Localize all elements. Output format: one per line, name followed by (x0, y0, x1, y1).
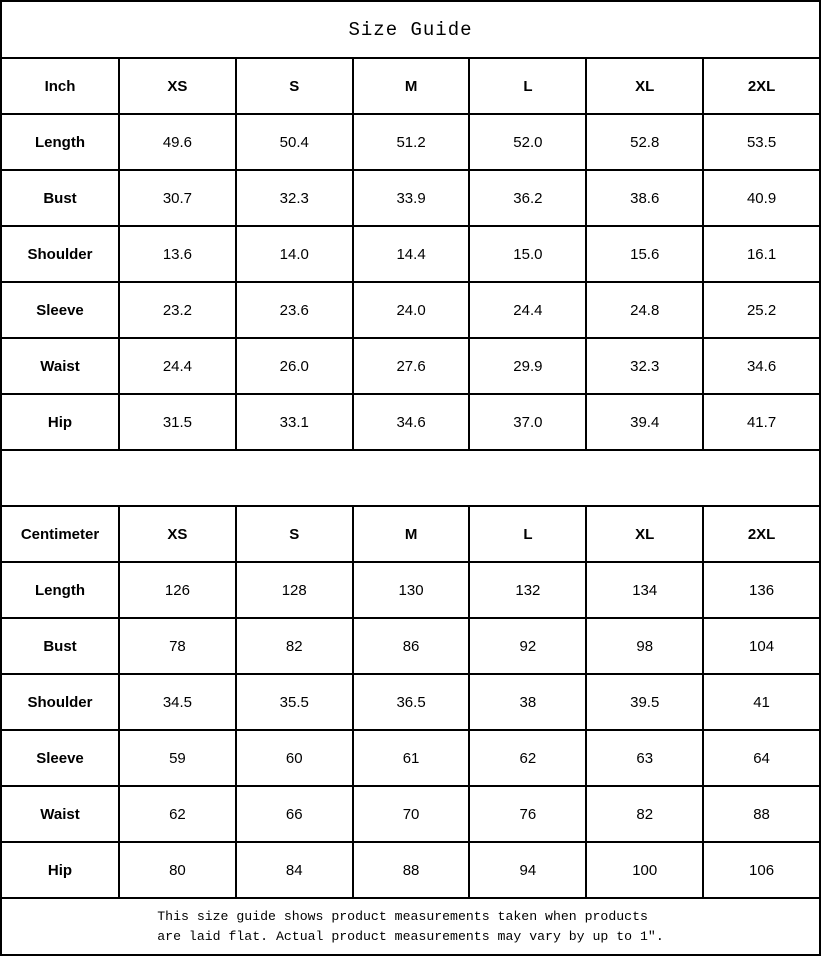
value-cell: 78 (119, 618, 236, 674)
size-column-header: L (469, 58, 586, 114)
value-cell: 49.6 (119, 114, 236, 170)
value-cell: 29.9 (469, 338, 586, 394)
size-column-header: XS (119, 58, 236, 114)
row-label: Hip (1, 394, 119, 450)
size-column-header: XS (119, 506, 236, 562)
value-cell: 36.5 (353, 674, 470, 730)
value-cell: 15.6 (586, 226, 703, 282)
footer-note (1, 898, 820, 955)
table-row (1, 562, 820, 618)
value-cell: 59 (119, 730, 236, 786)
title-row (1, 1, 820, 58)
value-cell: 134 (586, 562, 703, 618)
spacer-cell (1, 450, 820, 506)
size-column-header: M (353, 58, 470, 114)
value-cell: 13.6 (119, 226, 236, 282)
value-cell: 84 (236, 842, 353, 898)
value-cell: 100 (586, 842, 703, 898)
value-cell: 39.4 (586, 394, 703, 450)
value-cell: 61 (353, 730, 470, 786)
row-label: Sleeve (1, 730, 119, 786)
row-label: Shoulder (1, 226, 119, 282)
value-cell: 104 (703, 618, 820, 674)
row-label: Length (1, 562, 119, 618)
value-cell: 92 (469, 618, 586, 674)
value-cell: 24.4 (119, 338, 236, 394)
value-cell: 36.2 (469, 170, 586, 226)
value-cell: 50.4 (236, 114, 353, 170)
value-cell: 24.4 (469, 282, 586, 338)
value-cell: 34.5 (119, 674, 236, 730)
value-cell: 30.7 (119, 170, 236, 226)
size-column-header: XL (586, 58, 703, 114)
value-cell: 82 (236, 618, 353, 674)
value-cell: 66 (236, 786, 353, 842)
row-label: Hip (1, 842, 119, 898)
value-cell: 98 (586, 618, 703, 674)
value-cell: 62 (469, 730, 586, 786)
value-cell: 53.5 (703, 114, 820, 170)
value-cell: 86 (353, 618, 470, 674)
value-cell: 52.8 (586, 114, 703, 170)
value-cell: 24.8 (586, 282, 703, 338)
cm-header-row (1, 506, 820, 562)
value-cell: 62 (119, 786, 236, 842)
value-cell: 35.5 (236, 674, 353, 730)
value-cell: 26.0 (236, 338, 353, 394)
table-row (1, 842, 820, 898)
value-cell: 23.6 (236, 282, 353, 338)
value-cell: 51.2 (353, 114, 470, 170)
value-cell: 80 (119, 842, 236, 898)
table-row (1, 786, 820, 842)
cm-unit-header: Centimeter (1, 506, 119, 562)
table-row (1, 170, 820, 226)
value-cell: 70 (353, 786, 470, 842)
value-cell: 38 (469, 674, 586, 730)
value-cell: 88 (353, 842, 470, 898)
page-title: Size Guide (1, 1, 820, 58)
row-label: Shoulder (1, 674, 119, 730)
table-row (1, 618, 820, 674)
value-cell: 16.1 (703, 226, 820, 282)
value-cell: 33.1 (236, 394, 353, 450)
value-cell: 32.3 (236, 170, 353, 226)
value-cell: 24.0 (353, 282, 470, 338)
value-cell: 25.2 (703, 282, 820, 338)
value-cell: 126 (119, 562, 236, 618)
value-cell: 14.4 (353, 226, 470, 282)
value-cell: 130 (353, 562, 470, 618)
table-row (1, 282, 820, 338)
inch-header-row (1, 58, 820, 114)
value-cell: 41.7 (703, 394, 820, 450)
size-column-header: S (236, 506, 353, 562)
value-cell: 132 (469, 562, 586, 618)
value-cell: 31.5 (119, 394, 236, 450)
value-cell: 37.0 (469, 394, 586, 450)
value-cell: 76 (469, 786, 586, 842)
value-cell: 94 (469, 842, 586, 898)
size-column-header: L (469, 506, 586, 562)
value-cell: 82 (586, 786, 703, 842)
table-row (1, 730, 820, 786)
table-row (1, 674, 820, 730)
size-column-header: M (353, 506, 470, 562)
value-cell: 23.2 (119, 282, 236, 338)
value-cell: 106 (703, 842, 820, 898)
row-label: Length (1, 114, 119, 170)
value-cell: 15.0 (469, 226, 586, 282)
value-cell: 128 (236, 562, 353, 618)
footer-row (1, 898, 820, 955)
value-cell: 60 (236, 730, 353, 786)
value-cell: 38.6 (586, 170, 703, 226)
value-cell: 39.5 (586, 674, 703, 730)
footer-note-line2: are laid flat. Actual product measurements may vary by up to 1″. (157, 928, 664, 944)
value-cell: 63 (586, 730, 703, 786)
value-cell: 34.6 (353, 394, 470, 450)
value-cell: 41 (703, 674, 820, 730)
value-cell: 32.3 (586, 338, 703, 394)
value-cell: 40.9 (703, 170, 820, 226)
size-column-header: 2XL (703, 506, 820, 562)
size-column-header: S (236, 58, 353, 114)
row-label: Bust (1, 170, 119, 226)
value-cell: 27.6 (353, 338, 470, 394)
footer-note-text (157, 907, 663, 947)
row-label: Sleeve (1, 282, 119, 338)
value-cell: 33.9 (353, 170, 470, 226)
value-cell: 14.0 (236, 226, 353, 282)
table-row (1, 226, 820, 282)
footer-note-line1: This size guide shows product measurements taken when products (157, 908, 648, 924)
inch-unit-header: Inch (1, 58, 119, 114)
row-label: Waist (1, 338, 119, 394)
value-cell: 52.0 (469, 114, 586, 170)
size-column-header: 2XL (703, 58, 820, 114)
table-row (1, 338, 820, 394)
value-cell: 34.6 (703, 338, 820, 394)
row-label: Waist (1, 786, 119, 842)
spacer-row (1, 450, 820, 506)
value-cell: 88 (703, 786, 820, 842)
size-column-header: XL (586, 506, 703, 562)
value-cell: 136 (703, 562, 820, 618)
row-label: Bust (1, 618, 119, 674)
table-row (1, 114, 820, 170)
table-row (1, 394, 820, 450)
value-cell: 64 (703, 730, 820, 786)
